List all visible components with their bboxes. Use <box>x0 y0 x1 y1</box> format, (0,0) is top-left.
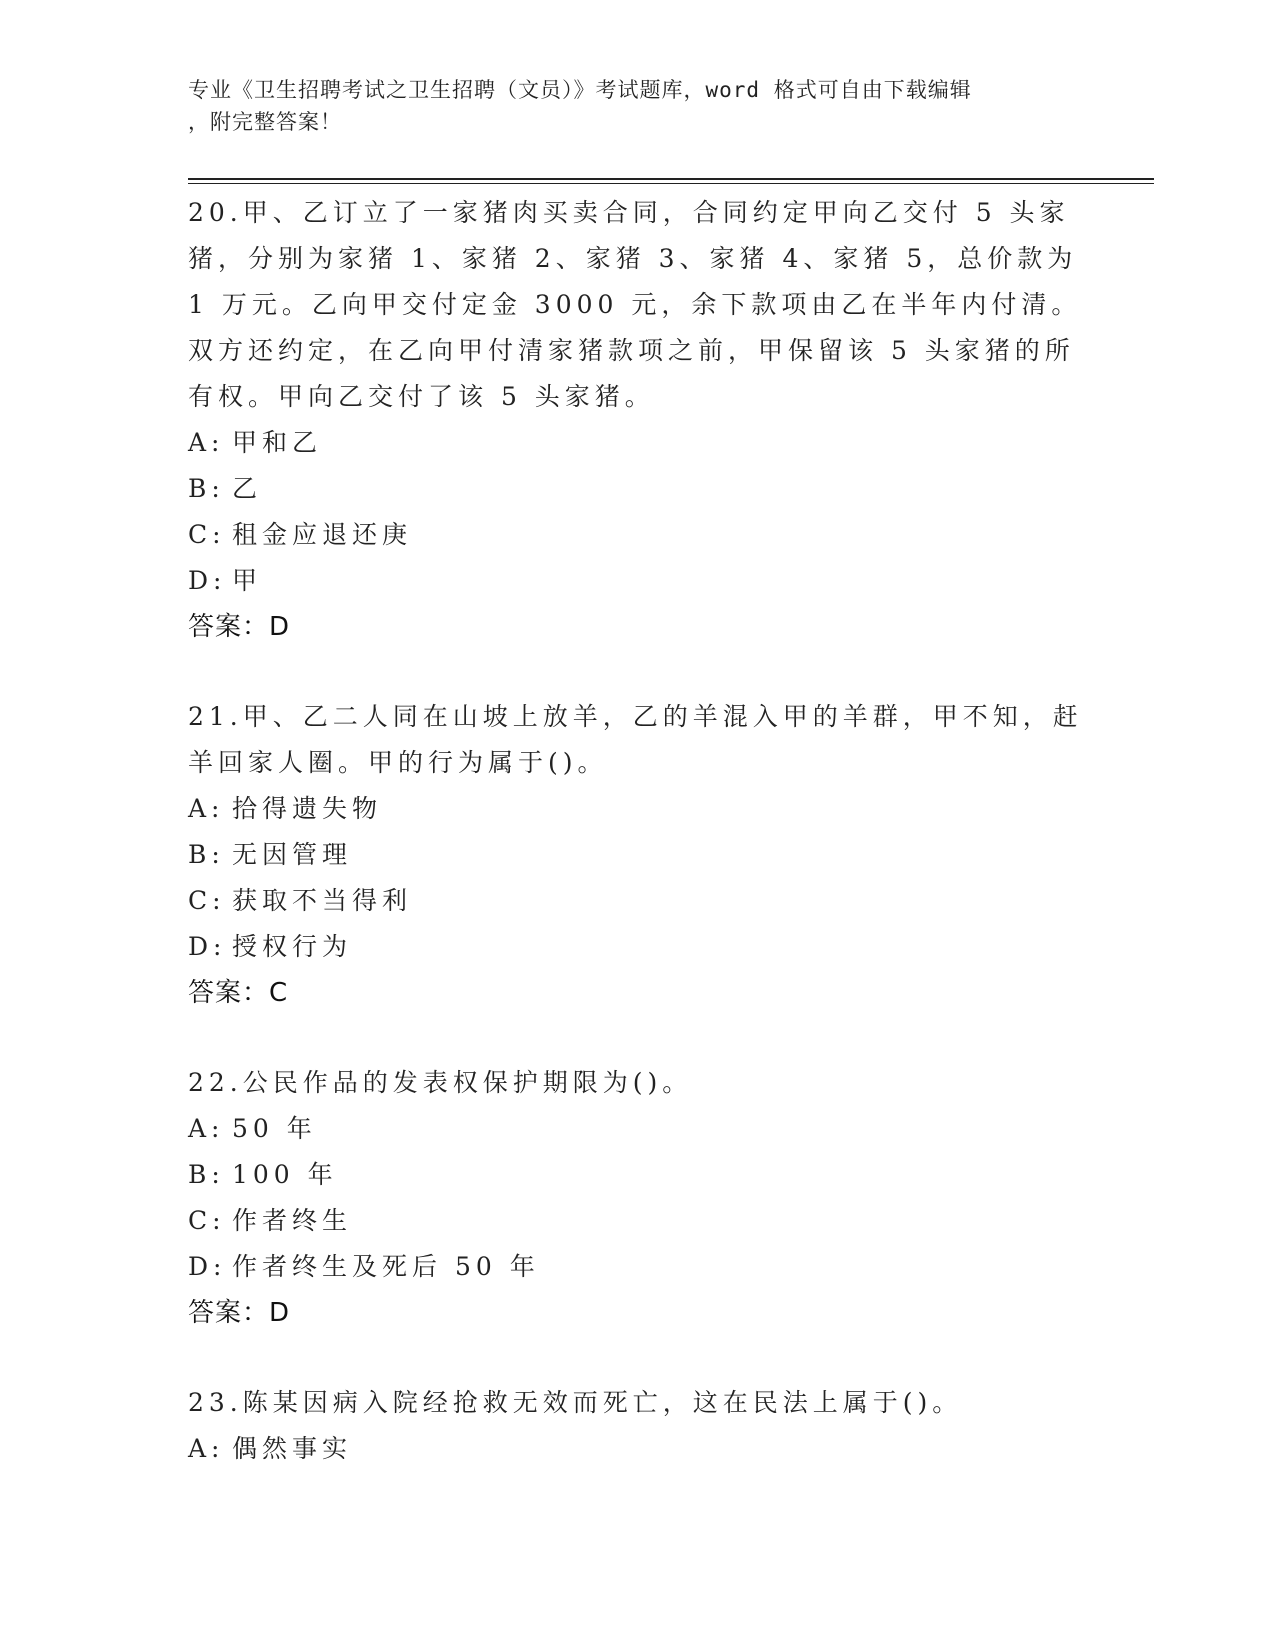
option-text: 甲 <box>232 566 263 595</box>
option-text: 100 年 <box>232 1160 338 1189</box>
header-line-1: 专业《卫生招聘考试之卫生招聘（文员）》考试题库，word 格式可自由下载编辑 <box>188 78 972 102</box>
option-text: 作者终生及死后 50 年 <box>232 1252 540 1281</box>
option-key: A: <box>188 1114 225 1143</box>
question-20 <box>188 190 1088 650</box>
option-text: 获取不当得利 <box>232 886 413 915</box>
option-d <box>188 1244 1088 1290</box>
option-text: 授权行为 <box>232 932 353 961</box>
question-stem: 23.陈某因病入院经抢救无效而死亡，这在民法上属于()。 <box>188 1388 963 1417</box>
option-text: 拾得遗失物 <box>232 794 383 823</box>
option-key: D: <box>188 932 227 961</box>
option-a <box>188 420 1088 466</box>
question-list <box>188 190 1088 1516</box>
option-key: C: <box>188 886 226 915</box>
option-key: A: <box>188 794 225 823</box>
question-23 <box>188 1380 1088 1472</box>
option-d <box>188 924 1088 970</box>
header-line-2: ，附完整答案！ <box>188 110 342 134</box>
option-a <box>188 1106 1088 1152</box>
option-key: A: <box>188 428 225 457</box>
option-key: B: <box>188 1160 225 1189</box>
header-divider-thick <box>188 178 1154 180</box>
option-text: 偶然事实 <box>232 1434 353 1463</box>
option-text: 作者终生 <box>232 1206 353 1235</box>
option-c <box>188 878 1088 924</box>
option-b <box>188 466 1088 512</box>
question-21 <box>188 694 1088 1016</box>
option-c <box>188 512 1088 558</box>
option-key: C: <box>188 520 226 549</box>
answer-line: 答案：D <box>188 1298 291 1328</box>
question-stem: 22.公民作品的发表权保护期限为()。 <box>188 1068 693 1097</box>
header-divider-thin <box>188 183 1154 184</box>
option-d <box>188 558 1088 604</box>
question-stem: 20.甲、乙订立了一家猪肉买卖合同，合同约定甲向乙交付 5 头家猪，分别为家猪 1、家猪 2、家猪 3、家猪 4、家猪 5，总价款为 1 万元。乙向甲交付定金 3000 元，余下款项由乙在半年内付清。双方还约定，在乙向甲付清家猪款项之前，甲保留该 5 头家猪的所有权。甲向乙交付了该 5 头家猪。 <box>188 198 1082 411</box>
question-stem: 21.甲、乙二人同在山坡上放羊，乙的羊混入甲的羊群，甲不知，赶羊回家人圈。甲的行为属于()。 <box>188 702 1083 777</box>
option-key: D: <box>188 1252 227 1281</box>
answer-line: 答案：C <box>188 978 289 1008</box>
option-key: C: <box>188 1206 226 1235</box>
option-text: 50 年 <box>232 1114 317 1143</box>
option-key: B: <box>188 474 225 503</box>
option-key: B: <box>188 840 225 869</box>
option-c <box>188 1198 1088 1244</box>
option-b <box>188 832 1088 878</box>
question-22 <box>188 1060 1088 1336</box>
document-header <box>188 74 1068 138</box>
option-text: 乙 <box>232 474 263 503</box>
answer-line: 答案：D <box>188 612 291 642</box>
option-text: 甲和乙 <box>232 428 323 457</box>
option-text: 无因管理 <box>232 840 353 869</box>
option-a <box>188 786 1088 832</box>
option-a <box>188 1426 1088 1472</box>
option-key: A: <box>188 1434 225 1463</box>
option-key: D: <box>188 566 227 595</box>
option-text: 租金应退还庚 <box>232 520 413 549</box>
option-b <box>188 1152 1088 1198</box>
